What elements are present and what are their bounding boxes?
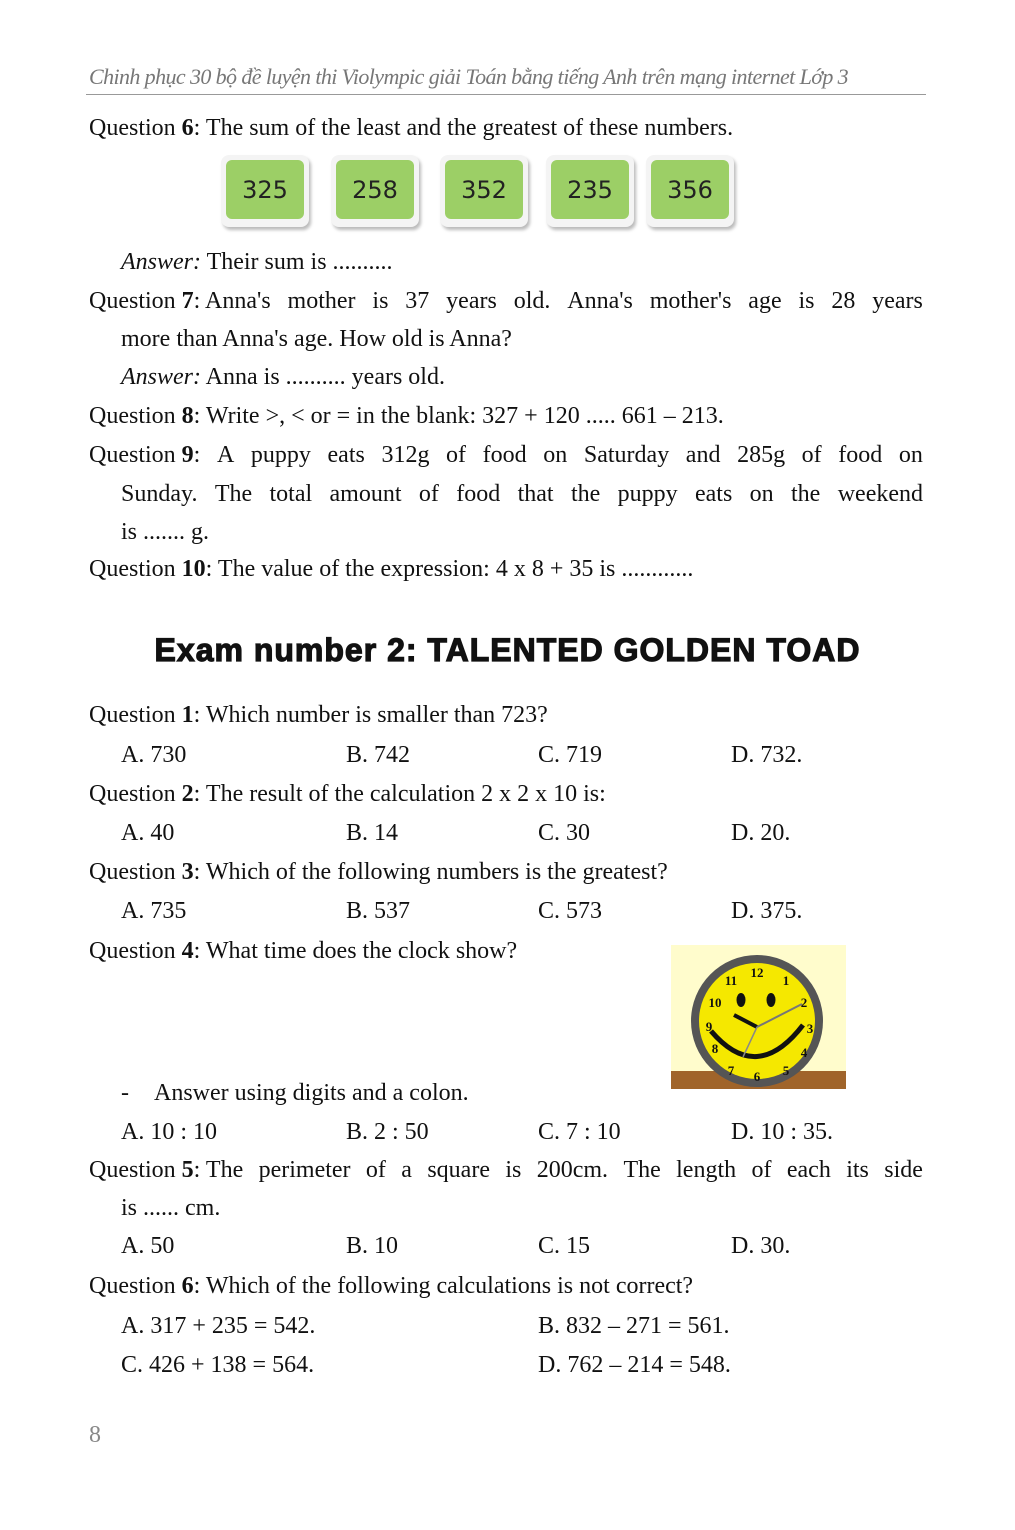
answer-line: Answer: Their sum is .......... <box>121 249 393 275</box>
option-d: D. 20. <box>731 820 791 846</box>
smiley-clock-image <box>671 945 846 1089</box>
svg-text:9: 9 <box>705 1019 713 1034</box>
svg-text:6: 6 <box>753 1069 761 1084</box>
option-b: B. 742 <box>346 742 411 768</box>
option-b: B. 2 : 50 <box>346 1119 429 1145</box>
option-c: C. 573 <box>538 898 603 924</box>
running-header: Chinh phục 30 bộ đề luyện thi Violympic giải Toán bằng tiếng Anh trên mạng internet Lớp 3 <box>89 64 849 89</box>
question-4: Question 4: What time does the clock show? <box>89 938 518 964</box>
option-d: D. 30. <box>731 1233 791 1259</box>
bullet-dash: - <box>121 1080 129 1106</box>
option-c: C. 7 : 10 <box>538 1119 621 1145</box>
number-box: 258 <box>331 155 419 227</box>
question-2: Question 2: The result of the calculation 2 x 2 x 10 is: <box>89 781 606 807</box>
question-9: Question 9: A puppy eats 312g of food on Saturday and 285g of food on <box>89 442 923 468</box>
question-5-line2: is ...... cm. <box>121 1195 221 1221</box>
question-6: Question 6: Which of the following calculations is not correct? <box>89 1273 694 1299</box>
option-a: A. 50 <box>121 1233 175 1259</box>
number-box: 325 <box>221 155 309 227</box>
question-5: Question 5: The perimeter of a square is 200cm. The length of each its side <box>89 1157 923 1183</box>
question-8: Question 8: Write >, < or = in the blank: 327 + 120 ..... 661 – 213. <box>89 403 724 429</box>
option-a: A. 317 + 235 = 542. <box>121 1313 316 1339</box>
option-c: C. 719 <box>538 742 603 768</box>
svg-text:11: 11 <box>724 973 738 988</box>
option-b: B. 537 <box>346 898 411 924</box>
option-d: D. 10 : 35. <box>731 1119 833 1145</box>
svg-text:4: 4 <box>800 1045 808 1060</box>
option-c: C. 30 <box>538 820 591 846</box>
answer-note: Answer using digits and a colon. <box>154 1080 469 1106</box>
header-rule <box>86 94 926 95</box>
option-a: A. 10 : 10 <box>121 1119 217 1145</box>
answer-line: Answer: Anna is .......... years old. <box>121 364 445 390</box>
svg-text:7: 7 <box>727 1063 735 1078</box>
svg-text:2: 2 <box>800 995 808 1010</box>
question-6: Question 6: The sum of the least and the greatest of these numbers. <box>89 115 734 141</box>
number-box: 352 <box>440 155 528 227</box>
question-7-line2: more than Anna's age. How old is Anna? <box>121 326 512 352</box>
svg-text:12: 12 <box>750 965 764 980</box>
number-box: 235 <box>546 155 634 227</box>
option-a: A. 735 <box>121 898 187 924</box>
option-b: B. 14 <box>346 820 399 846</box>
page-number: 8 <box>89 1422 101 1448</box>
option-a: A. 730 <box>121 742 187 768</box>
option-c: C. 426 + 138 = 564. <box>121 1352 315 1378</box>
question-7: Question 7: Anna's mother is 37 years old. Anna's mother's age is 28 years <box>89 288 923 314</box>
option-b: B. 10 <box>346 1233 399 1259</box>
question-9-line2: Sunday. The total amount of food that the puppy eats on the weekend <box>121 481 923 507</box>
option-d: D. 762 – 214 = 548. <box>538 1352 731 1378</box>
question-9-line3: is ....... g. <box>121 519 210 545</box>
svg-text:8: 8 <box>711 1041 719 1056</box>
option-a: A. 40 <box>121 820 175 846</box>
option-d: D. 732. <box>731 742 803 768</box>
question-10: Question 10: The value of the expression: 4 x 8 + 35 is ............ <box>89 556 694 582</box>
option-c: C. 15 <box>538 1233 591 1259</box>
question-3: Question 3: Which of the following numbers is the greatest? <box>89 859 668 885</box>
svg-text:1: 1 <box>782 973 790 988</box>
exam-title: Exam number 2: TALENTED GOLDEN TOAD <box>154 632 861 668</box>
svg-text:3: 3 <box>806 1021 814 1036</box>
number-box: 356 <box>646 155 734 227</box>
option-d: D. 375. <box>731 898 803 924</box>
option-b: B. 832 – 271 = 561. <box>538 1313 730 1339</box>
svg-text:10: 10 <box>708 995 722 1010</box>
question-1: Question 1: Which number is smaller than 723? <box>89 702 548 728</box>
svg-text:5: 5 <box>782 1063 790 1078</box>
